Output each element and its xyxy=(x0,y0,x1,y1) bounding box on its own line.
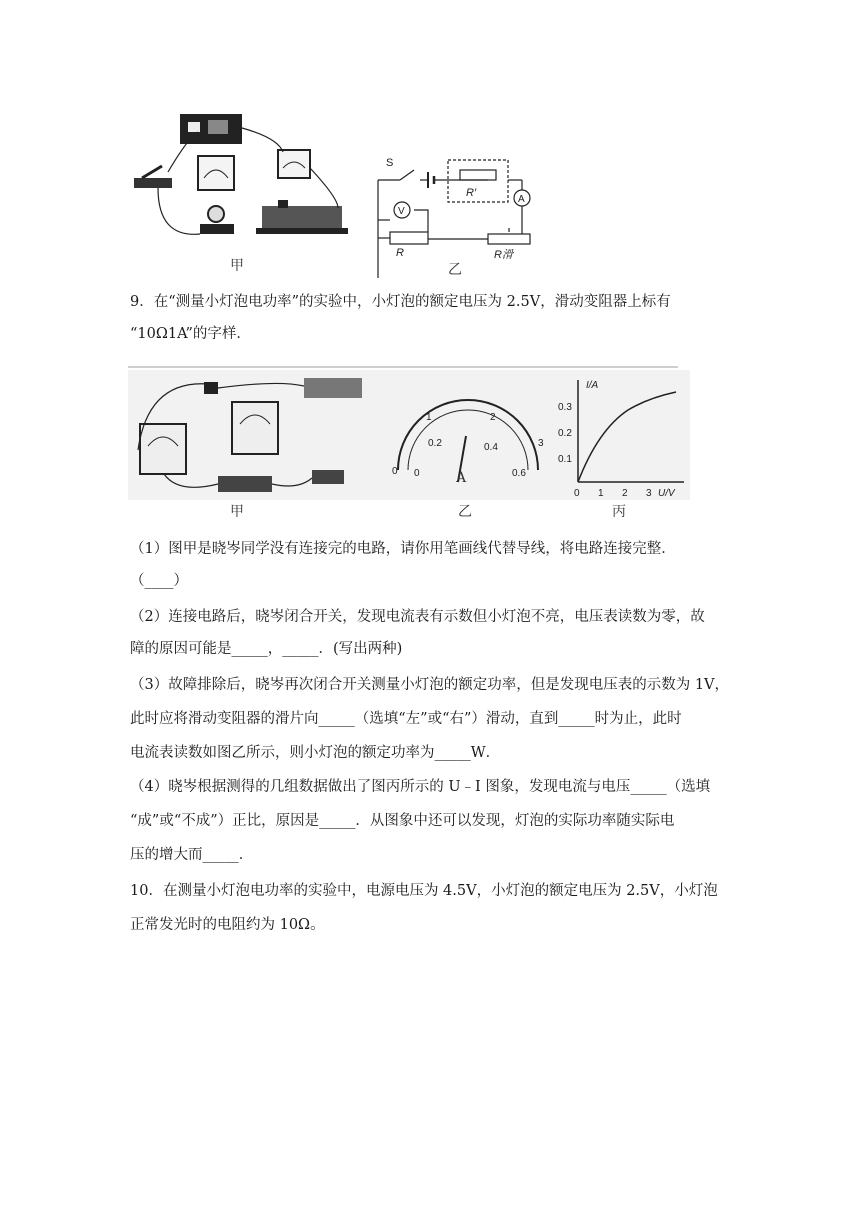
lamp-icon xyxy=(208,206,224,222)
graph-xtick-1: 1 xyxy=(598,488,604,499)
middle-figure xyxy=(128,370,690,520)
ammeter-apparatus-icon xyxy=(140,424,186,474)
part2-line1: （2）连接电路后，晓岑闭合开关，发现电流表有示数但小灯泡不亮，电压表读数为零，故 xyxy=(130,609,705,625)
mid-label-jia: 甲 xyxy=(230,504,244,520)
part3-line3: 电流表读数如图乙所示，则小灯泡的额定功率为_____W． xyxy=(130,745,501,761)
meter-minor-02: 0.2 xyxy=(428,438,442,449)
graph-xtick-0: 0 xyxy=(574,488,580,499)
meter-major-3: 3 xyxy=(538,438,544,449)
mid-label-yi: 乙 xyxy=(458,504,472,520)
switch-apparatus-icon xyxy=(312,470,344,484)
graph-ytick-03: 0.3 xyxy=(558,402,572,413)
part4-line1: （4）晓岑根据测得的几组数据做出了图丙所示的 U﹣I 图象，发现电流与电压_____（选填 xyxy=(130,779,711,795)
divider xyxy=(128,366,678,368)
part3-line1: （3）故障排除后，晓岑再次闭合开关测量小灯泡的额定功率，但是发现电压表的示数为 1V， xyxy=(130,677,730,693)
switch-icon xyxy=(134,178,172,188)
part1-line1: （1）图甲是晓岑同学没有连接完的电路，请你用笔画线代替导线，将电路连接完整． xyxy=(130,541,676,557)
graph-ytick-02: 0.2 xyxy=(558,428,572,439)
part1-answer-blank: （____） xyxy=(130,573,188,589)
q9-stem-line2: “10Ω1A”的字样． xyxy=(130,326,251,342)
meter-minor-04: 0.4 xyxy=(484,442,498,453)
part4-line3: 压的增大而_____． xyxy=(130,847,254,863)
graph-xlabel: U/V xyxy=(658,488,675,499)
graph-xtick-3: 3 xyxy=(646,488,652,499)
label-resistor: R xyxy=(396,247,404,259)
middle-figure-drawing xyxy=(128,370,690,520)
label-ammeter: A xyxy=(518,194,525,205)
voltmeter-icon xyxy=(278,150,310,178)
meter-major-1: 1 xyxy=(426,412,432,423)
q10-line2: 正常发光时的电阻约为 10Ω。 xyxy=(130,917,325,933)
q9-stem-line1: 9．在“测量小灯泡电功率”的实验中，小灯泡的额定电压为 2.5V，滑动变阻器上标有 xyxy=(130,294,671,310)
part4-line2: “成”或“不成”）正比，原因是_____．从图象中还可以发现，灯泡的实际功率随实际电 xyxy=(130,813,675,829)
figure-label-jia: 甲 xyxy=(230,258,244,274)
ammeter-icon xyxy=(198,156,234,190)
figure-label-yi: 乙 xyxy=(448,262,462,278)
label-switch: S xyxy=(386,157,394,169)
meter-minor-06: 0.6 xyxy=(512,468,526,479)
rheostat-icon xyxy=(262,206,342,228)
q10-line1: 10．在测量小灯泡电功率的实验中，电源电压为 4.5V，小灯泡的额定电压为 2.5V，小灯泡 xyxy=(130,883,718,899)
meter-major-0: 0 xyxy=(392,466,398,477)
label-voltmeter: V xyxy=(398,206,405,217)
voltmeter-apparatus-icon xyxy=(232,402,278,454)
graph-ytick-01: 0.1 xyxy=(558,454,572,465)
top-figure-drawing xyxy=(128,108,688,278)
rheostat-apparatus-icon xyxy=(304,378,362,398)
label-resistor-hidden: R′ xyxy=(466,187,477,199)
graph-ylabel: I/A xyxy=(586,380,599,391)
top-figure xyxy=(128,108,688,278)
battery-icon xyxy=(218,476,272,492)
meter-major-2: 2 xyxy=(490,412,496,423)
part3-line2: 此时应将滑动变阻器的滑片向_____（选填“左”或“右”）滑动，直到_____时为止，此时 xyxy=(130,711,682,727)
meter-unit: A xyxy=(456,470,467,486)
meter-minor-0: 0 xyxy=(414,468,420,479)
label-rheostat: R滑 xyxy=(494,249,513,261)
mid-label-bing: 丙 xyxy=(612,504,626,520)
part2-line2: 障的原因可能是_____，_____．(写出两种) xyxy=(130,641,403,657)
graph-xtick-2: 2 xyxy=(622,488,628,499)
